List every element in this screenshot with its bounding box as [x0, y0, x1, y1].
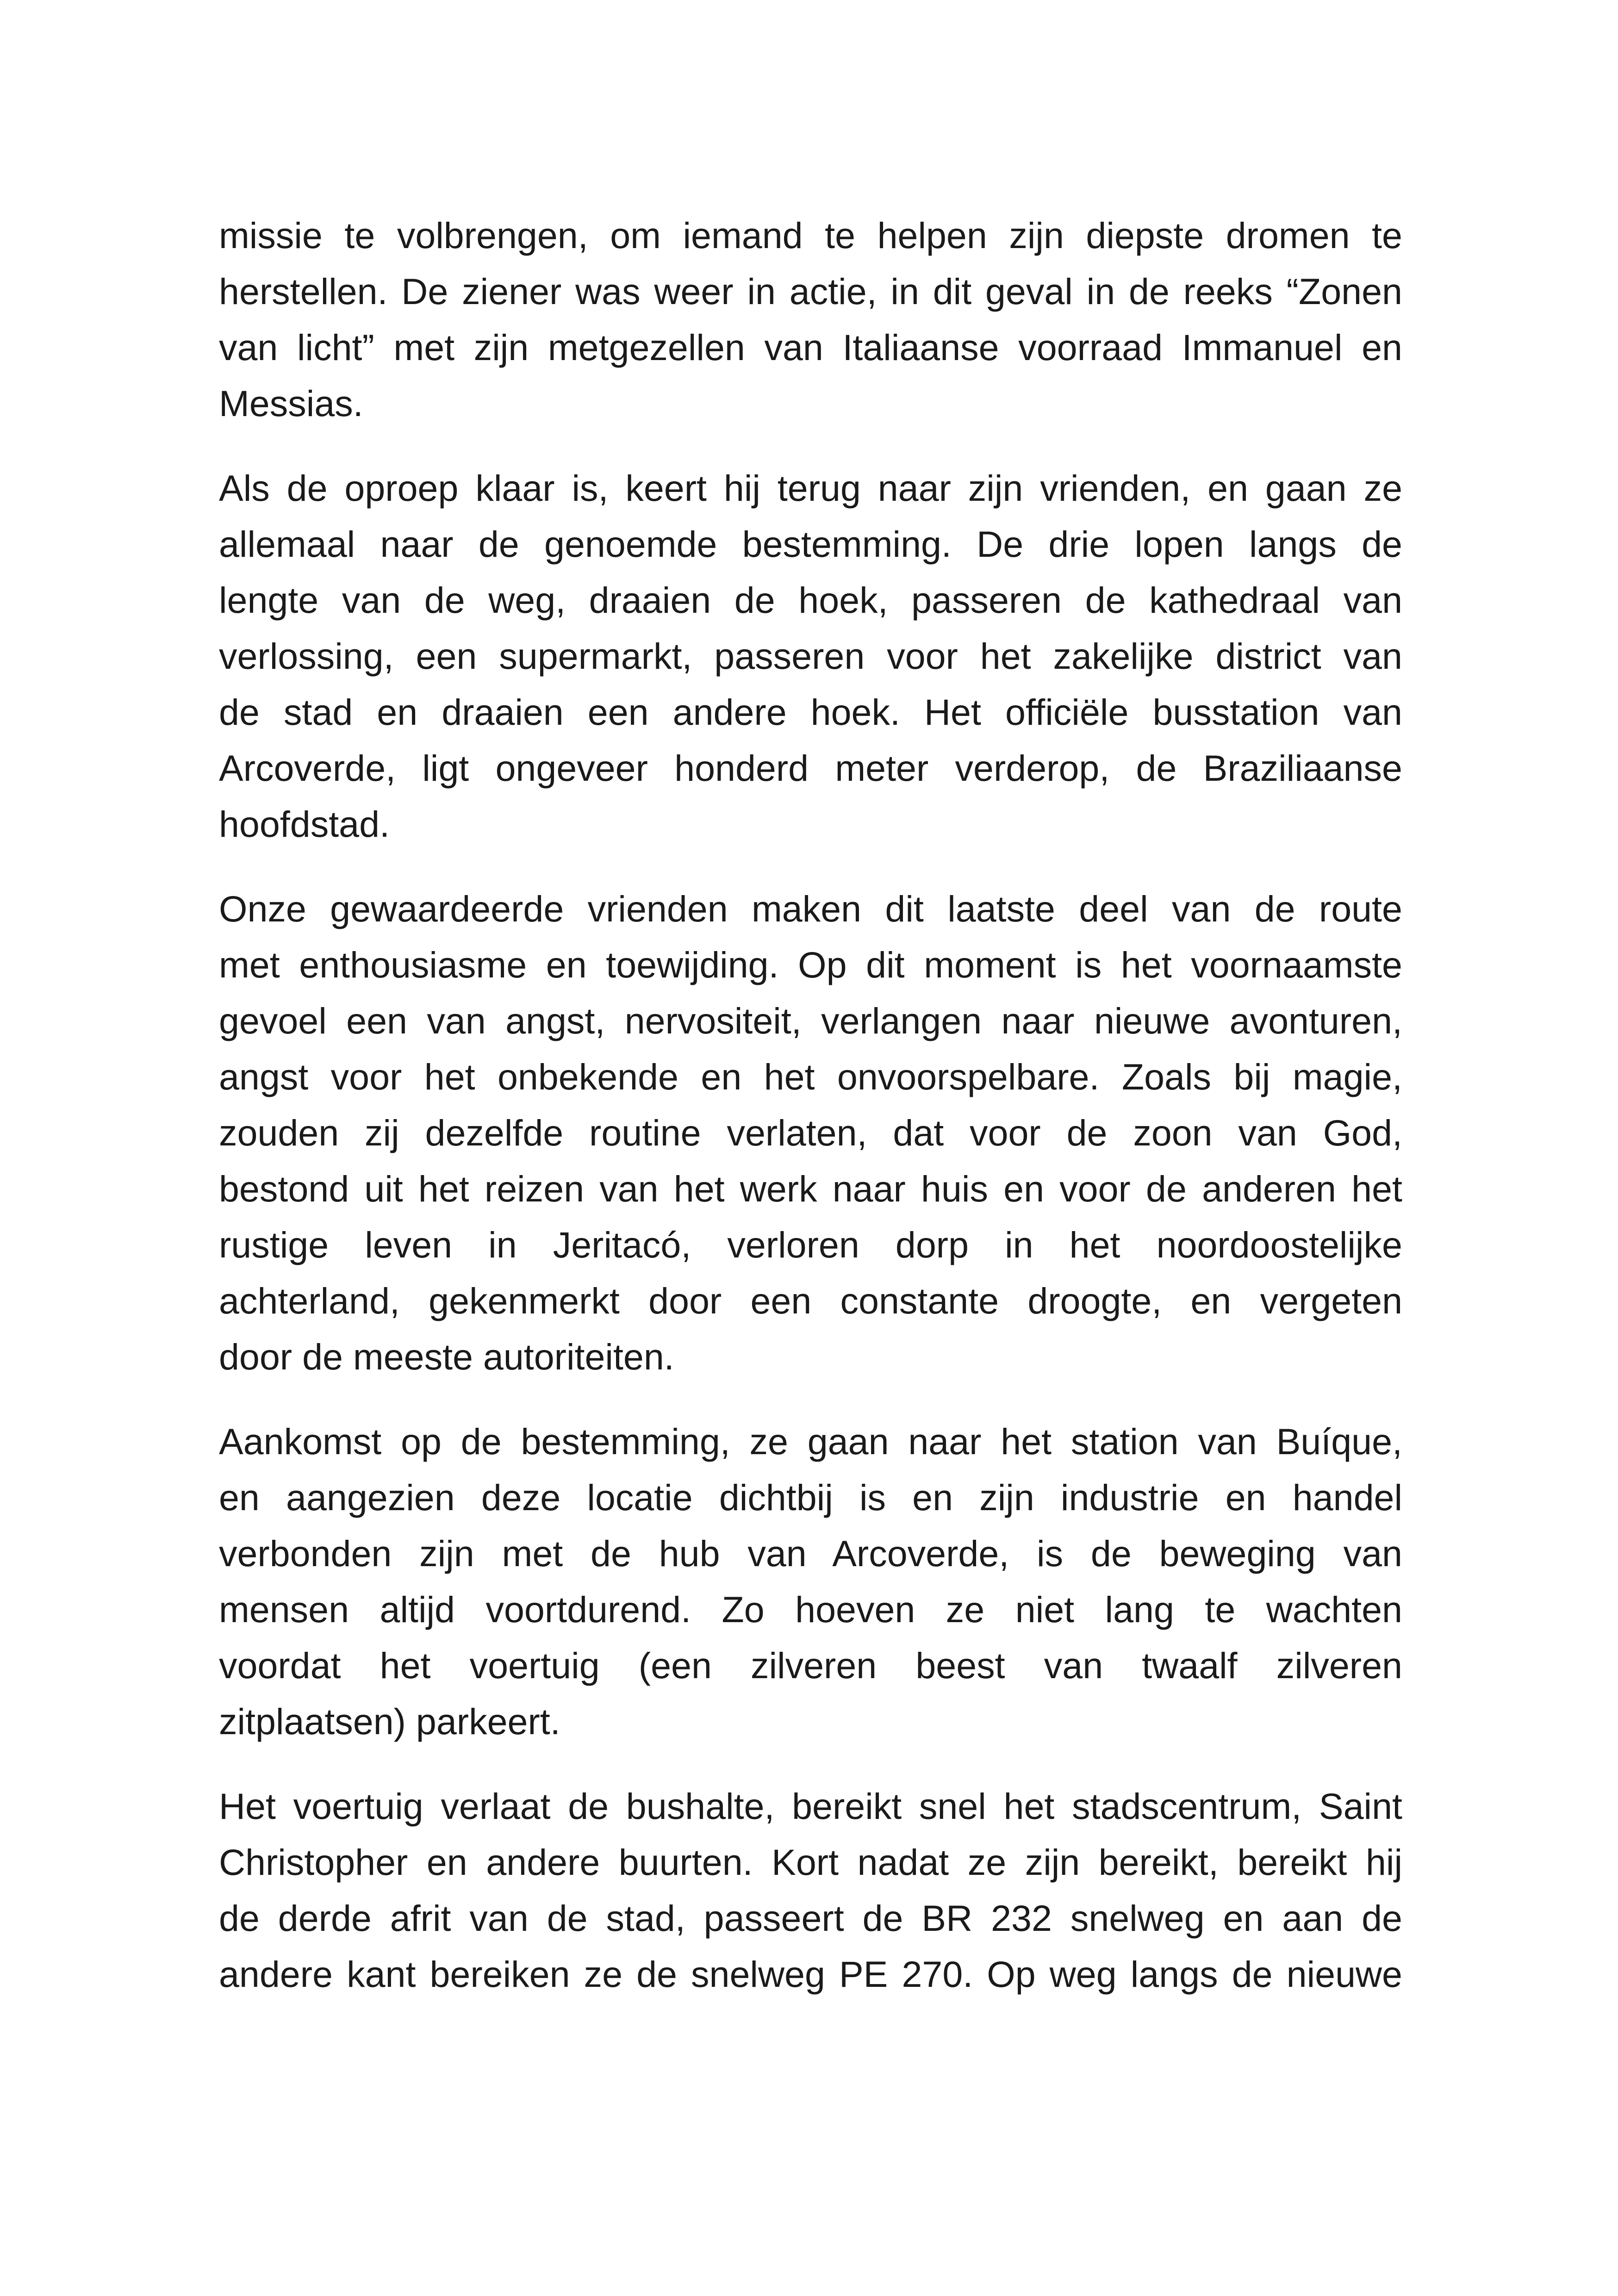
text-line: de stad en draaien een andere hoek. Het officiële busstation van	[219, 691, 1402, 733]
paragraph	[219, 1413, 1402, 1749]
text-line: missie te volbrengen, om iemand te helpen zijn diepste dromen te	[219, 215, 1402, 256]
paragraph	[219, 207, 1402, 431]
text-line: andere kant bereiken ze de snelweg PE 270. Op weg langs de nieuwe	[219, 1954, 1402, 1995]
text-line: en aangezien deze locatie dichtbij is en zijn industrie en handel	[219, 1477, 1402, 1518]
text-line: hoofdstad.	[219, 803, 390, 845]
text-line: allemaal naar de genoemde bestemming. De drie lopen langs de	[219, 523, 1402, 565]
text-line: rustige leven in Jeritacó, verloren dorp in het noordoostelijke	[219, 1224, 1402, 1265]
text-line: Messias.	[219, 383, 363, 424]
text-line: voordat het voertuig (een zilveren beest van twaalf zilveren	[219, 1645, 1402, 1686]
paragraph	[219, 460, 1402, 852]
text-line: Arcoverde, ligt ongeveer honderd meter verderop, de Braziliaanse	[219, 747, 1402, 789]
text-line: angst voor het onbekende en het onvoorspelbare. Zoals bij magie,	[219, 1056, 1402, 1097]
text-line: gevoel een van angst, nervositeit, verlangen naar nieuwe avonturen,	[219, 1000, 1402, 1041]
text-line: zouden zij dezelfde routine verlaten, dat voor de zoon van God,	[219, 1112, 1402, 1153]
document-body	[219, 207, 1402, 2002]
text-line: Aankomst op de bestemming, ze gaan naar het station van Buíque,	[219, 1421, 1402, 1462]
text-line: bestond uit het reizen van het werk naar huis en voor de anderen het	[219, 1168, 1402, 1209]
paragraph	[219, 1778, 1402, 2002]
paragraph	[219, 881, 1402, 1385]
text-line: verlossing, een supermarkt, passeren voor het zakelijke district van	[219, 635, 1402, 677]
text-line: achterland, gekenmerkt door een constante droogte, en vergeten	[219, 1280, 1402, 1321]
text-line: mensen altijd voortdurend. Zo hoeven ze niet lang te wachten	[219, 1589, 1402, 1630]
text-line: de derde afrit van de stad, passeert de BR 232 snelweg en aan de	[219, 1898, 1402, 1939]
text-line: van licht” met zijn metgezellen van Italiaanse voorraad Immanuel en	[219, 327, 1402, 368]
text-line: lengte van de weg, draaien de hoek, passeren de kathedraal van	[219, 579, 1402, 621]
text-line: door de meeste autoriteiten.	[219, 1336, 674, 1377]
text-line: Onze gewaardeerde vrienden maken dit laatste deel van de route	[219, 888, 1402, 929]
text-line: met enthousiasme en toewijding. Op dit moment is het voornaamste	[219, 944, 1402, 985]
text-line: herstellen. De ziener was weer in actie, in dit geval in de reeks “Zonen	[219, 271, 1402, 312]
text-line: Christopher en andere buurten. Kort nadat ze zijn bereikt, bereikt hij	[219, 1842, 1402, 1883]
text-line: verbonden zijn met de hub van Arcoverde, is de beweging van	[219, 1533, 1402, 1574]
text-line: Als de oproep klaar is, keert hij terug naar zijn vrienden, en gaan ze	[219, 467, 1402, 509]
text-line: Het voertuig verlaat de bushalte, bereikt snel het stadscentrum, Saint	[219, 1786, 1402, 1827]
text-line: zitplaatsen) parkeert.	[219, 1701, 560, 1742]
